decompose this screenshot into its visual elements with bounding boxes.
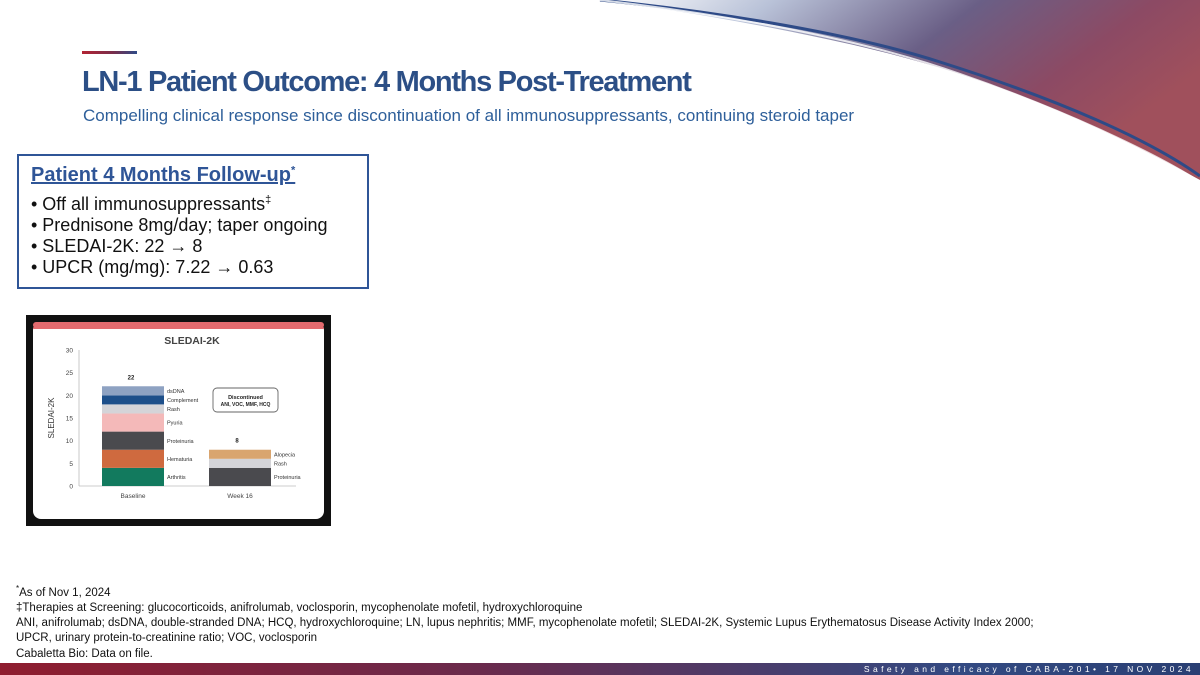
bar-segment [102,468,164,486]
y-tick-label: 10 [65,438,73,446]
bar-segment [102,413,164,431]
y-axis-label: SLEDAI-2K [47,397,56,439]
sledai-chart [26,315,331,526]
footnote-line: Cabaletta Bio: Data on file. [16,647,153,660]
bar-total-label: 8 [235,438,239,445]
footnote-line [16,581,1034,601]
footnote-line: ANI, anifrolumab; dsDNA, double-stranded DNA; HCQ, hydroxychloroquine; LN, lupus nephritis; MMF, mycophenolate mofetil; SLEDAI-2K, Systemic Lupus Erythematosus Disease Activity Index 2000; [16,617,1034,630]
segment-label: Proteinuria [167,438,194,445]
segment-label: Hematuria [167,457,193,463]
followup-box [17,154,369,289]
y-tick-label: 5 [69,460,73,468]
chart-frame [26,315,331,526]
bullet-text: • SLEDAI-2K: 22 → 8 [31,236,203,256]
followup-heading-text: Patient 4 Months Follow-up [31,164,291,186]
bar-segment [102,404,164,413]
bar-segment [102,395,164,404]
y-tick-label: 30 [65,347,73,355]
footnote-line: UPCR, urinary protein-to-creatinine ratio; VOC, voclosporin [16,632,318,645]
footnote-mark: * [16,584,20,593]
followup-heading [31,164,355,187]
bullet-text: • UPCR (mg/mg): 7.22 → 0.63 [31,257,274,277]
followup-heading-mark: * [290,164,296,177]
bullet-text: • Prednisone 8mg/day; taper ongoing [31,215,328,235]
segment-label: Rash [274,461,287,468]
bar-segment [209,450,271,459]
footnote-line: ‡Therapies at Screening: glucocorticoids, anifrolumab, voclosporin, mycophenolate mofetil, hydroxychloroquine [16,602,583,615]
annotation-line: ANI, VOC, MMF, HCQ [220,402,271,408]
segment-label: Pyuria [167,420,183,427]
x-tick-label: Week 16 [227,493,253,500]
x-tick-label: Baseline [120,493,146,500]
footnote-text: As of Nov 1, 2024 [19,586,111,599]
chart-header-bar [33,322,324,328]
chart-title: SLEDAI-2K [164,335,220,347]
segment-label: Arthritis [167,475,186,482]
y-tick-label: 0 [69,483,73,491]
segment-label: Rash [167,407,180,414]
bar-segment [209,468,271,486]
followup-bullet [31,236,355,257]
footer-text: Safety and efficacy of CABA-201• 17 NOV 2024 [863,664,1194,674]
bar-total-label: 22 [127,375,135,382]
y-tick-label: 20 [65,392,73,400]
bar-segment [102,450,164,468]
followup-bullet [31,215,355,236]
y-tick-label: 25 [65,370,73,378]
y-tick-label: 15 [65,415,73,423]
bullet-mark: ‡ [265,194,272,206]
footnotes [16,581,1034,662]
followup-bullet [31,257,355,278]
segment-label: Alopecia [274,452,296,459]
annotation-line: Discontinued [228,395,263,401]
bullet-text: • Off all immunosuppressants [31,194,266,214]
segment-label: dsDNA [167,389,185,395]
slide-title: LN-1 Patient Outcome: 4 Months Post-Treatment [82,66,691,98]
segment-label: Proteinuria [274,475,301,482]
bar-segment [102,432,164,450]
title-accent-line [82,51,137,54]
bar-segment [102,386,164,395]
segment-label: Complement [167,398,199,405]
followup-bullet [31,190,355,215]
bar-segment [209,459,271,468]
slide-subtitle: Compelling clinical response since discontinuation of all immunosuppressants, continuing steroid taper [83,106,855,125]
